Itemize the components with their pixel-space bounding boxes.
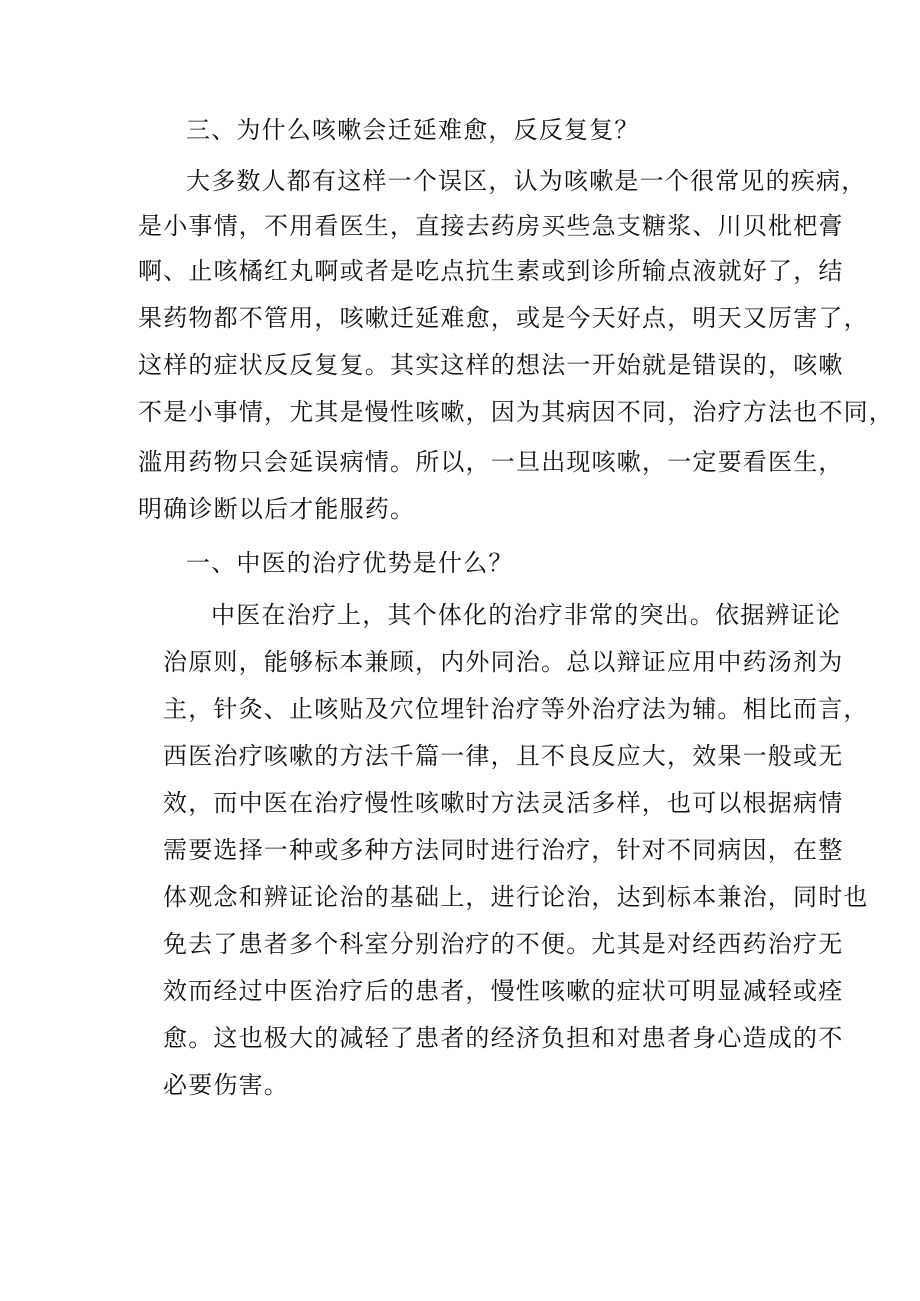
paragraph-line: 需要选择一种或多种方法同时进行治疗，针对不同病因，在整 [163,836,844,864]
paragraph-line: 果药物都不管用，咳嗽迁延难愈，或是今天好点，明天又厉害了， [138,304,869,332]
section-heading-why-cough-persists: 三、为什么咳嗽会迁延难愈，反反复复？ [186,116,640,144]
paragraph-line: 是小事情，不用看医生，直接去药房买些急支糖浆、川贝枇杷膏 [138,212,844,240]
paragraph-line: 必要伤害。 [163,1071,289,1099]
paragraph-line: 大多数人都有这样一个误区，认为咳嗽是一个很常见的疾病， [186,167,867,195]
section-heading-tcm-advantages: 一、中医的治疗优势是什么？ [186,549,514,577]
paragraph-line: 效而经过中医治疗后的患者，慢性咳嗽的症状可明显减轻或痊 [163,977,844,1005]
paragraph-line: 愈。这也极大的减轻了患者的经济负担和对患者身心造成的不 [163,1024,844,1052]
paragraph-line: 主，针灸、止咳贴及穴位埋针治疗等外治疗法为辅。相比而言， [163,695,869,723]
paragraph-line: 滥用药物只会延误病情。所以，一旦出现咳嗽，一定要看医生， [138,448,844,476]
paragraph-line: 效，而中医在治疗慢性咳嗽时方法灵活多样，也可以根据病情 [163,789,844,817]
paragraph-line: 不是小事情，尤其是慢性咳嗽，因为其病因不同，治疗方法也不同， [138,398,894,426]
paragraph-line: 明确诊断以后才能服药。 [138,495,416,523]
paragraph-line: 体观念和辨证论治的基础上，进行论治，达到标本兼治，同时也 [163,883,869,911]
paragraph-line: 啊、止咳橘红丸啊或者是吃点抗生素或到诊所输点液就好了，结 [138,257,844,285]
paragraph-line: 西医治疗咳嗽的方法千篇一律，且不良反应大，效果一般或无 [163,742,844,770]
paragraph-line: 免去了患者多个科室分别治疗的不便。尤其是对经西药治疗无 [163,930,844,958]
paragraph-line: 治原则，能够标本兼顾，内外同治。总以辩证应用中药汤剂为 [163,648,844,676]
paragraph-line: 这样的症状反反复复。其实这样的想法一开始就是错误的，咳嗽 [138,351,844,379]
paragraph-line: 中医在治疗上，其个体化的治疗非常的突出。依据辨证论 [211,601,841,629]
